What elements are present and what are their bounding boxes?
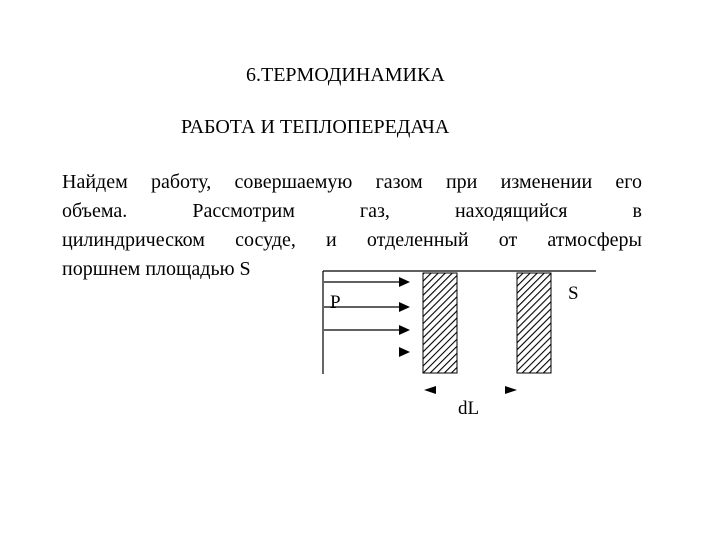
piston-diagram xyxy=(300,262,610,422)
paragraph-line: объема. Рассмотрим газ, находящийся в xyxy=(62,200,642,222)
displacement-marker xyxy=(424,386,517,394)
piston-initial xyxy=(423,273,457,373)
pressure-label: P xyxy=(330,292,341,313)
arrow-right-icon xyxy=(324,325,410,335)
paragraph-line: цилиндрическом сосуде, и отделенный от атмосферы xyxy=(62,229,642,251)
paragraph-line: Найдем работу, совершаемую газом при изменении его xyxy=(62,171,642,193)
piston-diagram-svg xyxy=(300,262,610,422)
area-label: S xyxy=(568,283,579,304)
piston-final xyxy=(517,273,551,373)
arrow-right-icon xyxy=(324,277,410,287)
page-title: 6.ТЕРМОДИНАМИКА xyxy=(246,64,445,86)
section-subtitle: РАБОТА И ТЕПЛОПЕРЕДАЧА xyxy=(181,116,450,138)
arrow-right-icon xyxy=(399,347,410,357)
displacement-label: dL xyxy=(458,398,480,419)
paragraph-line: поршнем площадью S xyxy=(62,258,251,280)
